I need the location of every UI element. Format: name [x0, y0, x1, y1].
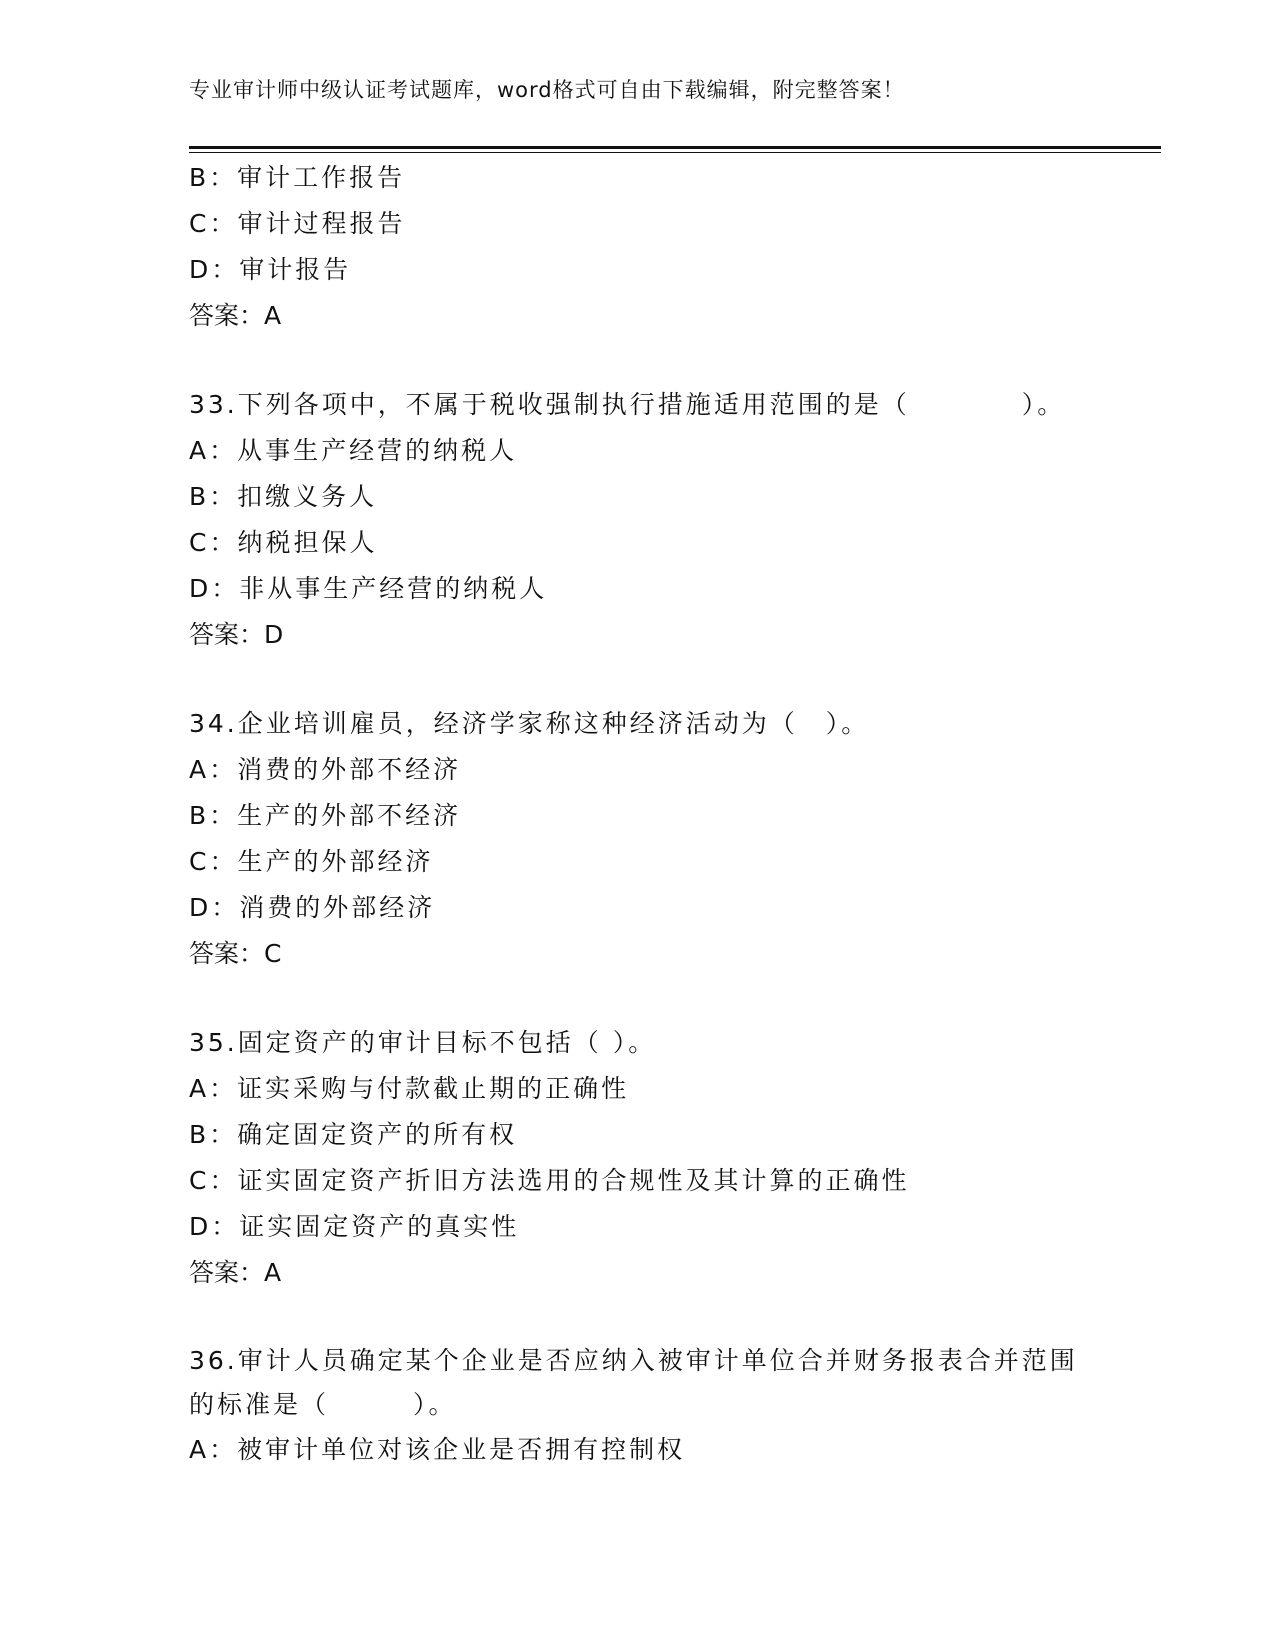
question-content: [189, 155, 1149, 1473]
answer-line: [189, 293, 1149, 339]
option-a: A：证实采购与付款截止期的正确性: [189, 1074, 630, 1103]
option-b: B：扣缴义务人: [189, 482, 378, 511]
page-header: 专业审计师中级认证考试题库，word格式可自由下载编辑，附完整答案！: [189, 78, 905, 102]
answer-value: D: [264, 620, 284, 649]
option-d: D：非从事生产经营的纳税人: [189, 574, 548, 603]
header-rule-thin: [189, 152, 1161, 153]
option-b: B：确定固定资产的所有权: [189, 1120, 518, 1149]
option-a: A：从事生产经营的纳税人: [189, 436, 518, 465]
answer-label: 答案：: [189, 1258, 265, 1287]
question-stem: 35.固定资产的审计目标不包括（ ）。: [189, 1028, 657, 1057]
option-b: B：审计工作报告: [189, 163, 406, 192]
option-d: D：审计报告: [189, 255, 352, 284]
question-stem: 36.审计人员确定某个企业是否应纳入被审计单位合并财务报表合并范围的标准是（ ）。: [189, 1346, 1078, 1419]
answer-label: 答案：: [189, 939, 265, 968]
answer-value: A: [264, 1258, 282, 1287]
answer-line: [189, 612, 1149, 658]
option-a: A：消费的外部不经济: [189, 755, 462, 784]
header-rule-thick: [189, 146, 1161, 149]
answer-value: A: [264, 301, 282, 330]
answer-line: [189, 931, 1149, 977]
question-stem: 33.下列各项中，不属于税收强制执行措施适用范围的是（ ）。: [189, 390, 1066, 419]
answer-value: C: [264, 939, 282, 968]
option-d: D：证实固定资产的真实性: [189, 1212, 520, 1241]
option-b: B：生产的外部不经济: [189, 801, 462, 830]
option-c: C：生产的外部经济: [189, 847, 434, 876]
option-c: C：纳税担保人: [189, 528, 378, 557]
answer-label: 答案：: [189, 620, 265, 649]
option-d: D：消费的外部经济: [189, 893, 436, 922]
option-c: C：证实固定资产折旧方法选用的合规性及其计算的正确性: [189, 1166, 910, 1195]
answer-line: [189, 1250, 1149, 1296]
option-c: C：审计过程报告: [189, 209, 406, 238]
answer-label: 答案：: [189, 301, 265, 330]
option-a: A：被审计单位对该企业是否拥有控制权: [189, 1435, 686, 1464]
question-stem: 34.企业培训雇员，经济学家称这种经济活动为（ ）。: [189, 709, 870, 738]
